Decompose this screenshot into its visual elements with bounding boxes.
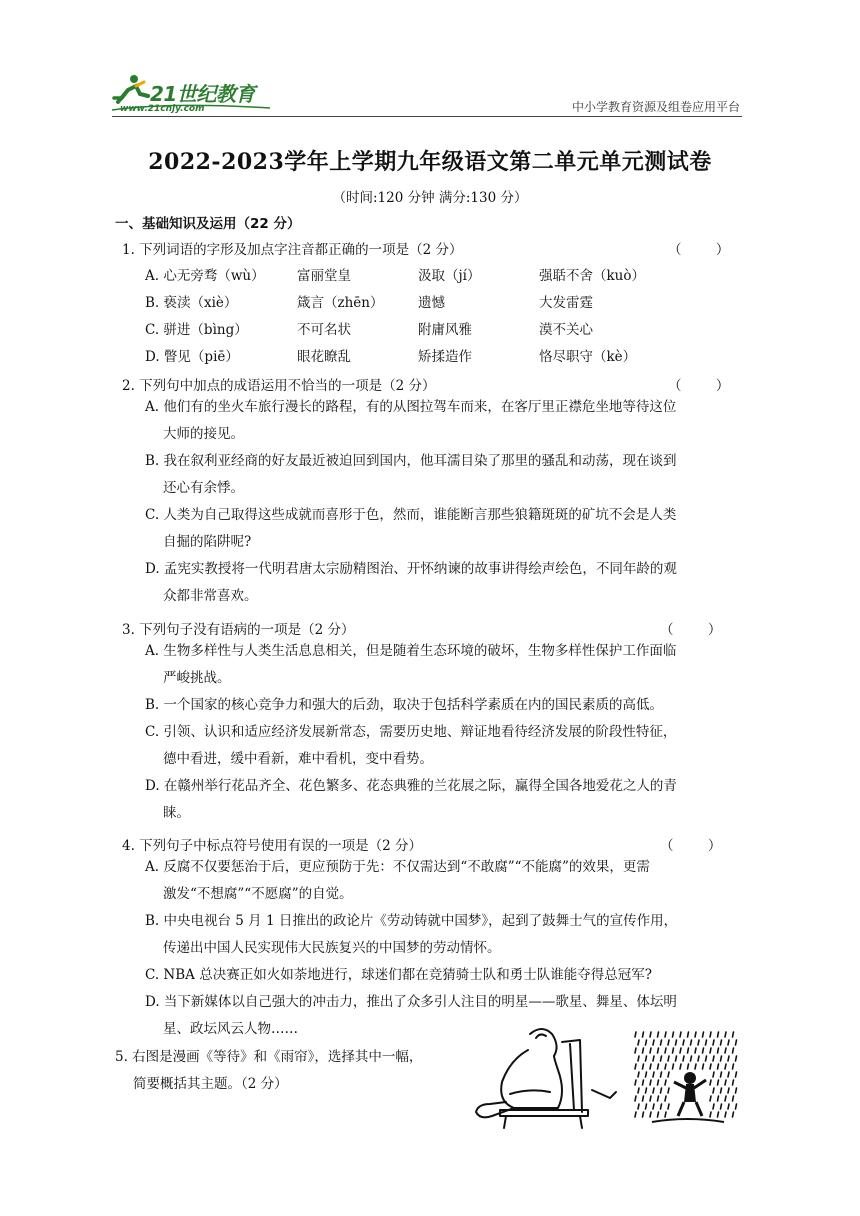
q1-option-d xyxy=(145,345,705,365)
question-5-line: 简要概括其主题。（2 分） xyxy=(133,1076,288,1092)
option-line: 自掘的陷阱呢? xyxy=(163,534,252,550)
page-header xyxy=(0,0,860,120)
option-text: 大发雷霆 xyxy=(539,295,593,311)
option-line: 激发“不想腐”“不愿腐”的自觉。 xyxy=(163,886,353,902)
option-text: C. 骈进（bìng） xyxy=(145,322,248,338)
option-line: D. 在赣州举行花品齐全、花色繁多、花态典雅的兰花展之际，赢得全国各地爱花之人的青 xyxy=(145,778,677,794)
option-line: D. 孟宪实教授将一代明君唐太宗励精图治、开怀纳谏的故事讲得绘声绘色，不同年龄的观 xyxy=(145,561,677,577)
option-line: 德中看进，缓中看新，难中看机，变中看势。 xyxy=(163,751,433,767)
option-text: 漠不关心 xyxy=(539,322,593,338)
q4-options xyxy=(145,854,745,1043)
q1-option-a xyxy=(145,264,705,284)
answer-blank-3[interactable]: （ ） xyxy=(660,622,722,638)
option-text: 不可名状 xyxy=(297,322,351,338)
option-text: 汲取（jí） xyxy=(418,268,481,284)
rain-curtain-cartoon-illustration xyxy=(632,1030,742,1130)
q1-option-b xyxy=(145,291,705,311)
option-text: 遗憾 xyxy=(418,295,445,311)
exam-info: （时间:120 分钟 满分:130 分） xyxy=(332,190,528,206)
option-line: 传递出中国人民实现伟大民族复兴的中国梦的劳动情怀。 xyxy=(163,940,501,956)
option-text: 矫揉造作 xyxy=(418,349,472,365)
question-5-line: 5. 右图是漫画《等待》和《雨帘》，选择其中一幅， xyxy=(115,1049,423,1065)
option-line: B. 我在叙利亚经商的好友最近被迫回到国内，他耳濡目染了那里的骚乱和动荡，现在谈到 xyxy=(145,453,677,469)
header-divider xyxy=(112,116,742,117)
option-line: 众都非常喜欢。 xyxy=(163,588,258,604)
option-line: C. 人类为自己取得这些成就而喜形于色，然而，谁能断言那些狼籍斑斑的矿坑不会是人类 xyxy=(145,507,677,523)
option-text: 富丽堂皇 xyxy=(297,268,351,284)
page-title: 2022-2023学年上学期九年级语文第二单元单元测试卷 xyxy=(148,149,712,175)
q2-options xyxy=(145,394,745,610)
option-line: 还心有余悸。 xyxy=(163,480,244,496)
question-1-stem: 1. 下列词语的字形及加点字注音都正确的一项是（2 分） xyxy=(122,242,463,258)
option-line: 睐。 xyxy=(163,805,190,821)
platform-label: 中小学教育资源及组卷应用平台 xyxy=(571,100,740,114)
question-2-stem: 2. 下列句中加点的成语运用不恰当的一项是（2 分） xyxy=(122,378,436,394)
option-line: A. 生物多样性与人类生活息息相关，但是随着生态环境的破坏，生物多样性保护工作面临 xyxy=(145,643,677,659)
option-line: A. 他们有的坐火车旅行漫长的路程，有的从图拉驾车而来，在客厅里正襟危坐地等待这位 xyxy=(145,399,677,415)
option-line: 大师的接见。 xyxy=(163,426,244,442)
option-line: A. 反腐不仅要惩治于后，更应预防于先：不仅需达到“不敢腐”“不能腐”的效果，更需 xyxy=(145,859,650,875)
option-line: 星、政坛风云人物…… xyxy=(163,1021,298,1037)
option-text: 强聒不舍（kuò） xyxy=(539,268,646,284)
option-line: D. 当下新媒体以自己强大的冲击力，推出了众多引人注目的明星——歌星、舞星、体坛明 xyxy=(145,994,677,1010)
option-line: 严峻挑战。 xyxy=(163,670,231,686)
brand-logo xyxy=(110,72,280,114)
option-text: 眼花瞭乱 xyxy=(297,349,351,365)
logo-text: 21世纪教育 xyxy=(150,82,255,106)
answer-blank-2[interactable]: （ ） xyxy=(668,378,730,394)
option-text: D. 瞥见（piē） xyxy=(145,349,239,365)
option-line: C. 引领、认识和适应经济发展新常态，需要历史地、辩证地看待经济发展的阶段性特征， xyxy=(145,724,677,740)
option-line: C. NBA 总决赛正如火如荼地进行，球迷们都在竞猜骑士队和勇士队谁能夺得总冠军? xyxy=(145,967,652,983)
section-heading: 一、基础知识及运用（22 分） xyxy=(115,216,301,232)
option-text: 箴言（zhēn） xyxy=(297,295,384,311)
option-text: B. 亵渎（xiè） xyxy=(145,295,238,311)
answer-blank-1[interactable]: （ ） xyxy=(668,242,730,258)
question-4-stem: 4. 下列句子中标点符号使用有误的一项是（2 分） xyxy=(122,838,423,854)
question-3-stem: 3. 下列句子没有语病的一项是（2 分） xyxy=(122,622,355,638)
logo-url: www.21cnjy.com xyxy=(120,104,205,114)
option-text: 恪尽职守（kè） xyxy=(539,349,637,365)
option-text: 附庸风雅 xyxy=(418,322,472,338)
q1-option-c xyxy=(145,318,705,338)
waiting-cartoon-illustration xyxy=(470,1020,620,1130)
option-text: A. 心无旁骛（wù） xyxy=(145,268,265,284)
question-5 xyxy=(115,1044,422,1098)
option-line: B. 一个国家的核心竞争力和强大的后劲，取决于包括科学素质在内的国民素质的高低。 xyxy=(145,697,664,713)
answer-blank-4[interactable]: （ ） xyxy=(660,838,722,854)
q3-options xyxy=(145,638,745,827)
option-line: B. 中央电视台 5 月 1 日推出的政论片《劳动铸就中国梦》，起到了鼓舞士气的宣传作用， xyxy=(145,913,678,929)
